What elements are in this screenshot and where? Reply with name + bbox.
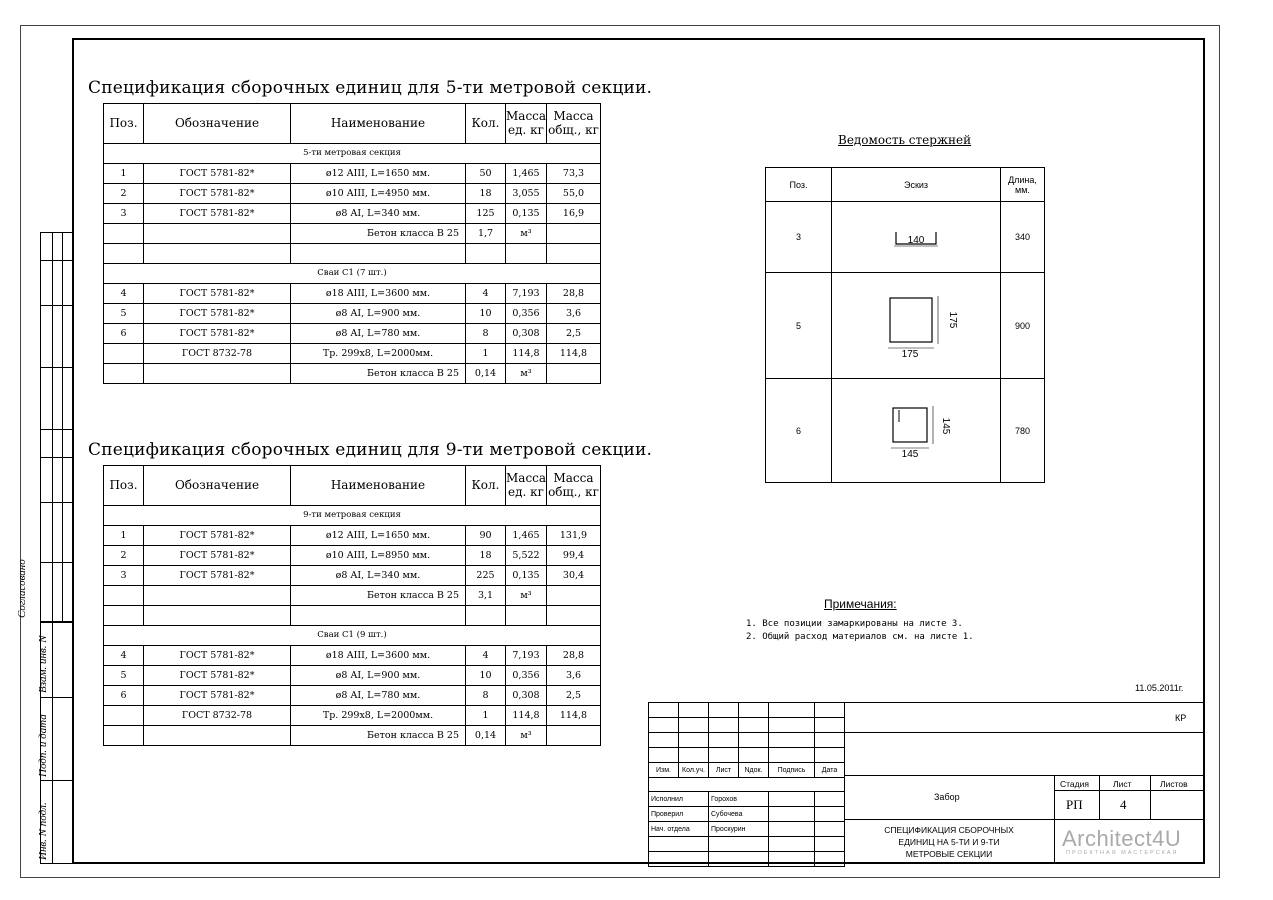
podp-data-label: Подп. и дата <box>37 714 49 777</box>
sheet-label: Лист <box>1113 779 1132 789</box>
table-row: Бетон класса В 25 0,14 м³ <box>104 364 601 384</box>
vedomost-table <box>765 167 1045 483</box>
table-row: Бетон класса В 25 1,7 м³ <box>104 224 601 244</box>
header-name: Наименование <box>291 104 466 144</box>
table-row: 4 ГОСТ 5781-82* ø18 AIII, L=3600 мм. 4 7,193 28,8 <box>104 284 601 304</box>
sheets-label: Листов <box>1160 779 1188 789</box>
header-name: Наименование <box>291 466 466 506</box>
sketch-dim: 145 <box>901 448 919 460</box>
section-label: Сваи С1 (7 шт.) <box>104 264 601 284</box>
section-label: 9-ти метровая секция <box>104 506 601 526</box>
sketch-dim: 145 <box>940 417 951 434</box>
header-pos: Поз. <box>766 168 832 202</box>
sketch-dim: 140 <box>907 235 925 246</box>
header-qty: Кол. <box>466 104 506 144</box>
header-qty: Кол. <box>466 466 506 506</box>
sketch-pos3 <box>832 202 1001 273</box>
header-pos: Поз. <box>104 466 144 506</box>
table-row: 3 140 340 <box>766 202 1045 273</box>
spec2-table <box>103 465 601 746</box>
doc-title-line: СПЕЦИФИКАЦИЯ СБОРОЧНЫХ <box>884 825 1014 835</box>
table-row: 5 ГОСТ 5781-82* ø8 AI, L=900 мм. 10 0,356 3,6 <box>104 304 601 324</box>
sketch-dim: 175 <box>901 348 919 360</box>
table-row: 4 ГОСТ 5781-82* ø18 AIII, L=3600 мм. 4 7,193 28,8 <box>104 646 601 666</box>
section-label: 5-ти метровая секция <box>104 144 601 164</box>
table-row: 5 175 175 900 <box>766 273 1045 379</box>
soglasovano-label: Согласовано <box>16 559 28 618</box>
table-row <box>104 606 601 626</box>
sheet-value: 4 <box>1120 797 1127 812</box>
company-logo: Architect4U ПРОЕКТНАЯ МАСТЕРСКАЯ <box>1062 826 1182 856</box>
table-row: 2 ГОСТ 5781-82* ø10 AIII, L=4950 мм. 18 3,055 55,0 <box>104 184 601 204</box>
table-row: ГОСТ 8732-78 Тр. 299х8, L=2000мм. 1 114,8 114,8 <box>104 344 601 364</box>
sketch-dim: 175 <box>947 311 958 328</box>
table-row: 5 ГОСТ 5781-82* ø8 AI, L=900 мм. 10 0,356 3,6 <box>104 666 601 686</box>
table-row: 6 ГОСТ 5781-82* ø8 AI, L=780 мм. 8 0,308 2,5 <box>104 686 601 706</box>
note-item: 1. Все позиции замаркированы на листе 3. <box>746 619 963 629</box>
spec1-title: Спецификация сборочных единиц для 5-ти метровой секции. <box>88 78 653 98</box>
header-mass-unit: Масса ед. кг <box>506 466 547 506</box>
header-mass-total: Масса общ., кг <box>547 466 601 506</box>
table-row: ГОСТ 8732-78 Тр. 299х8, L=2000мм. 1 114,8 114,8 <box>104 706 601 726</box>
table-row: Бетон класса В 25 3,1 м³ <box>104 586 601 606</box>
bar-sketch-icon <box>876 290 956 360</box>
header-designation: Обозначение <box>144 104 291 144</box>
signatures-grid: Исполнил Горохов Проверил Субочева Нач. отдела Проскурин <box>648 791 845 867</box>
header-designation: Обозначение <box>144 466 291 506</box>
stage-value: РП <box>1066 797 1083 812</box>
sketch-pos6 <box>832 379 1001 483</box>
inv-podl-label: Инв. N подл. <box>37 802 49 860</box>
spec1-table <box>103 103 601 384</box>
doc-code: КР <box>1175 713 1187 723</box>
vzam-inv-label: Взам. инв. N <box>37 635 49 693</box>
table-row: 6 145 145 780 <box>766 379 1045 483</box>
sketch-pos5 <box>832 273 1001 379</box>
header-pos: Поз. <box>104 104 144 144</box>
doc-title-line: ЕДИНИЦ НА 5-ТИ И 9-ТИ <box>898 837 1000 847</box>
note-item: 2. Общий расход материалов см. на листе 1. <box>746 632 974 642</box>
section-label: Сваи С1 (9 шт.) <box>104 626 601 646</box>
table-row <box>104 244 601 264</box>
table-row: 3 ГОСТ 5781-82* ø8 AI, L=340 мм. 125 0,135 16,9 <box>104 204 601 224</box>
header-mass-total: Масса общ., кг <box>547 104 601 144</box>
table-row: 6 ГОСТ 5781-82* ø8 AI, L=780 мм. 8 0,308 2,5 <box>104 324 601 344</box>
header-length: Длина, мм. <box>1001 168 1045 202</box>
table-row: 2 ГОСТ 5781-82* ø10 AIII, L=8950 мм. 18 5,522 99,4 <box>104 546 601 566</box>
spec2-title: Спецификация сборочных единиц для 9-ти метровой секции. <box>88 440 653 460</box>
table-row: 1 ГОСТ 5781-82* ø12 AIII, L=1650 мм. 50 1,465 73,3 <box>104 164 601 184</box>
bar-sketch-icon <box>886 216 946 256</box>
doc-title <box>848 824 1050 860</box>
table-row: 1 ГОСТ 5781-82* ø12 AIII, L=1650 мм. 90 1,465 131,9 <box>104 526 601 546</box>
header-mass-unit: Масса ед. кг <box>506 104 547 144</box>
table-row: 3 ГОСТ 5781-82* ø8 AI, L=340 мм. 225 0,135 30,4 <box>104 566 601 586</box>
header-sketch: Эскиз <box>832 168 1001 202</box>
vedomost-title: Ведомость стержней <box>838 133 972 147</box>
doc-title-line: МЕТРОВЫЕ СЕКЦИИ <box>905 849 993 859</box>
bar-sketch-icon <box>881 400 951 460</box>
table-row: Бетон класса В 25 0,14 м³ <box>104 726 601 746</box>
notes-title: Примечания: <box>824 597 897 611</box>
stage-label: Стадия <box>1060 779 1089 789</box>
object-name: Забор <box>934 792 960 802</box>
date-label: 11.05.2011г. <box>1135 683 1184 693</box>
revision-grid: Изм. Кол.уч. Лист Nдок. Подпись Дата <box>648 702 845 778</box>
